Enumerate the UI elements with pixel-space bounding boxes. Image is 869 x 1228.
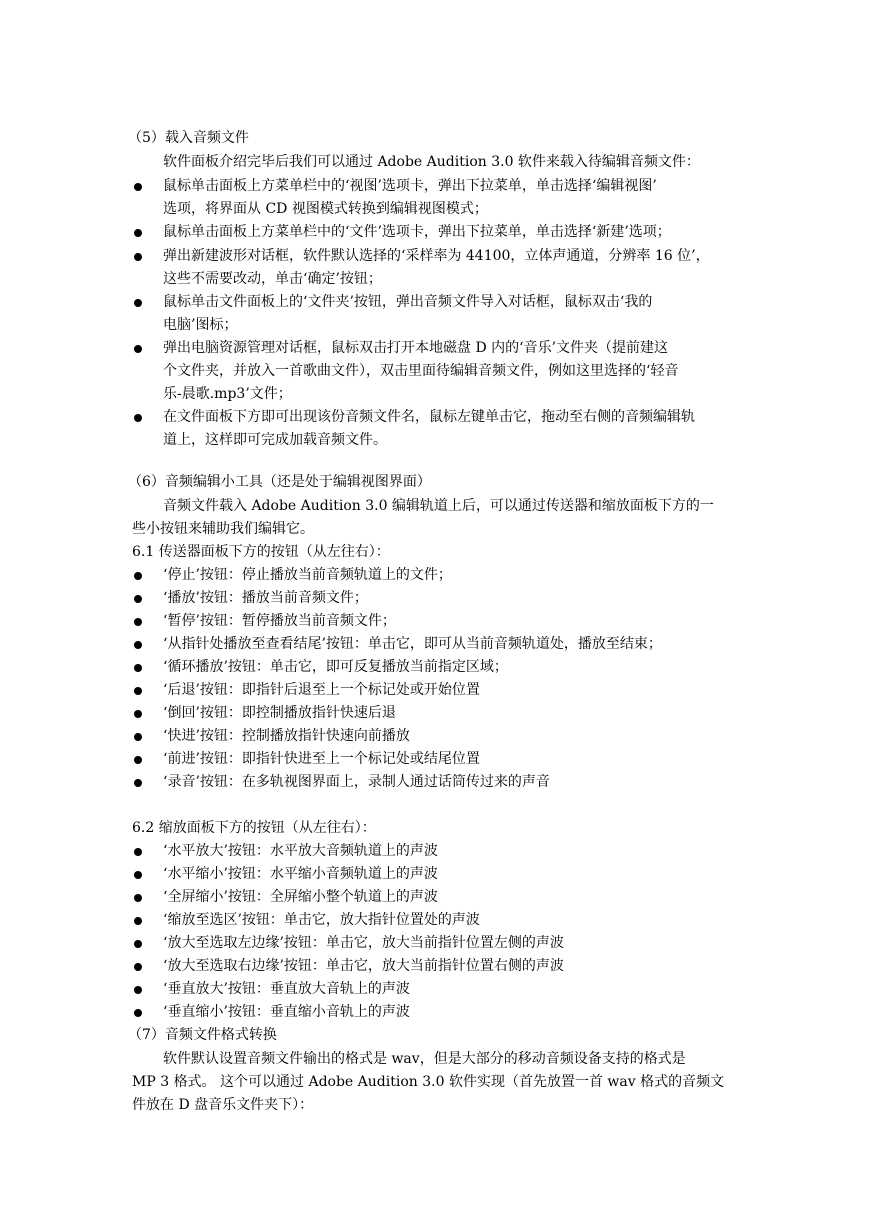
section-7-line-2: MP 3 格式。 这个可以通过 Adobe Audition 3.0 软件实现（首先放置一首 wav 格式的音频文 [132,1074,725,1090]
s5-bullet-2-line-1: 鼠标单击面板上方菜单栏中的‘文件’选项卡，弹出下拉菜单，单击选择‘新建’选项； [163,224,671,240]
bullet-icon [134,414,142,422]
bullet-icon [134,871,142,879]
s5-bullet-6-line-1: 在文件面板下方即可出现该份音频文件名，鼠标左键单击它，拖动至右侧的音频编辑轨 [163,409,695,425]
s5-bullet-3-line-1: 弹出新建波形对话框，软件默认选择的‘采样率为 44100，立体声通道，分辨率 16 位’， [163,248,710,264]
s62-item-1: ‘水平放大’按钮：水平放大音频轨道上的声波 [163,843,438,859]
bullet-icon [134,894,142,902]
s61-item-8: ‘快进’按钮：控制播放指针快速向前播放 [163,728,410,744]
s61-item-7: ‘倒回’按钮：即控制播放指针快速后退 [163,705,396,721]
s5-bullet-3-line-2: 这些不需要改动，单击‘确定’按钮； [163,271,382,287]
bullet-icon [134,779,142,787]
bullet-icon [134,641,142,649]
bullet-icon [134,229,142,237]
section-6-intro-line-1: 音频文件载入 Adobe Audition 3.0 编辑轨道上后，可以通过传送器和缩放面板下方的一 [163,498,714,514]
s5-bullet-1-line-2: 选项，将界面从 CD 视图模式转换到编辑视图模式； [163,201,488,217]
section-6-intro-line-2: 些小按钮来辅助我们编辑它。 [132,521,314,537]
section-5-intro: 软件面板介绍完毕后我们可以通过 Adobe Audition 3.0 软件来载入待编辑音频文件： [163,154,700,170]
bullet-icon [134,986,142,994]
bullet-icon [134,756,142,764]
s62-item-5: ‘放大至选取左边缘’按钮：单击它，放大当前指针位置左侧的声波 [163,935,564,951]
bullet-icon [134,345,142,353]
s62-item-3: ‘全屏缩小’按钮：全屏缩小整个轨道上的声波 [163,889,438,905]
s5-bullet-6-line-2: 道上，这样即可完成加载音频文件。 [163,432,387,448]
bullet-icon [134,687,142,695]
s62-item-7: ‘垂直放大’按钮：垂直放大音轨上的声波 [163,981,410,997]
section-7-line-3: 件放在 D 盘音乐文件夹下）： [132,1097,314,1113]
s5-bullet-1-line-1: 鼠标单击面板上方菜单栏中的‘视图’选项卡，弹出下拉菜单，单击选择‘编辑视图’ [163,178,657,194]
bullet-icon [134,940,142,948]
s5-bullet-5-line-2: 个文件夹，并放入一首歌曲文件），双击里面待编辑音频文件，例如这里选择的‘轻音 [163,363,679,379]
section-6-1-heading: 6.1 传送器面板下方的按钮（从左往右）： [132,544,390,560]
bullet-icon [134,963,142,971]
bullet-icon [134,183,142,191]
s61-item-6: ‘后退’按钮：即指针后退至上一个标记处或开始位置 [163,682,480,698]
s61-item-4: ‘从指针处播放至查看结尾’按钮：单击它，即可从当前音频轨道处，播放至结束； [163,636,662,652]
s5-bullet-5-line-3: 乐-晨歌.mp3’文件； [163,386,292,402]
section-6-2-heading: 6.2 缩放面板下方的按钮（从左往右）： [132,820,376,836]
s62-item-8: ‘垂直缩小’按钮：垂直缩小音轨上的声波 [163,1004,410,1020]
s61-item-2: ‘播放’按钮：播放当前音频文件； [163,590,368,606]
s61-item-5: ‘循环播放’按钮：单击它，即可反复播放当前指定区域； [163,659,508,675]
s62-item-2: ‘水平缩小’按钮：水平缩小音频轨道上的声波 [163,866,438,882]
s5-bullet-4-line-2: 电脑’图标； [163,317,238,333]
s61-item-1: ‘停止’按钮：停止播放当前音频轨道上的文件； [163,567,452,583]
section-7-heading: （7）音频文件格式转换 [128,1027,277,1043]
bullet-icon [134,595,142,603]
bullet-icon [134,917,142,925]
s5-bullet-5-line-1: 弹出电脑资源管理对话框，鼠标双击打开本地磁盘 D 内的‘音乐’文件夹（提前建这 [163,340,669,356]
section-5-heading: （5）载入音频文件 [128,130,249,146]
s61-item-3: ‘暂停’按钮：暂停播放当前音频文件； [163,613,396,629]
s5-bullet-4-line-1: 鼠标单击文件面板上的‘文件夹’按钮，弹出音频文件导入对话框，鼠标双击‘我的 [163,294,653,310]
bullet-icon [134,1009,142,1017]
bullet-icon [134,618,142,626]
bullet-icon [134,664,142,672]
section-6-heading: （6）音频编辑小工具（还是处于编辑视图界面） [128,474,431,490]
bullet-icon [134,572,142,580]
bullet-icon [134,710,142,718]
bullet-icon [134,253,142,261]
s61-item-10: ‘录音’按钮：在多轨视图界面上，录制人通过话筒传过来的声音 [163,774,550,790]
bullet-icon [134,733,142,741]
bullet-icon [134,848,142,856]
section-7-line-1: 软件默认设置音频文件输出的格式是 wav，但是大部分的移动音频设备支持的格式是 [163,1051,686,1067]
bullet-icon [134,299,142,307]
s62-item-4: ‘缩放至选区’按钮：单击它，放大指针位置处的声波 [163,912,480,928]
s62-item-6: ‘放大至选取右边缘’按钮：单击它，放大当前指针位置右侧的声波 [163,958,564,974]
s61-item-9: ‘前进’按钮：即指针快进至上一个标记处或结尾位置 [163,751,480,767]
